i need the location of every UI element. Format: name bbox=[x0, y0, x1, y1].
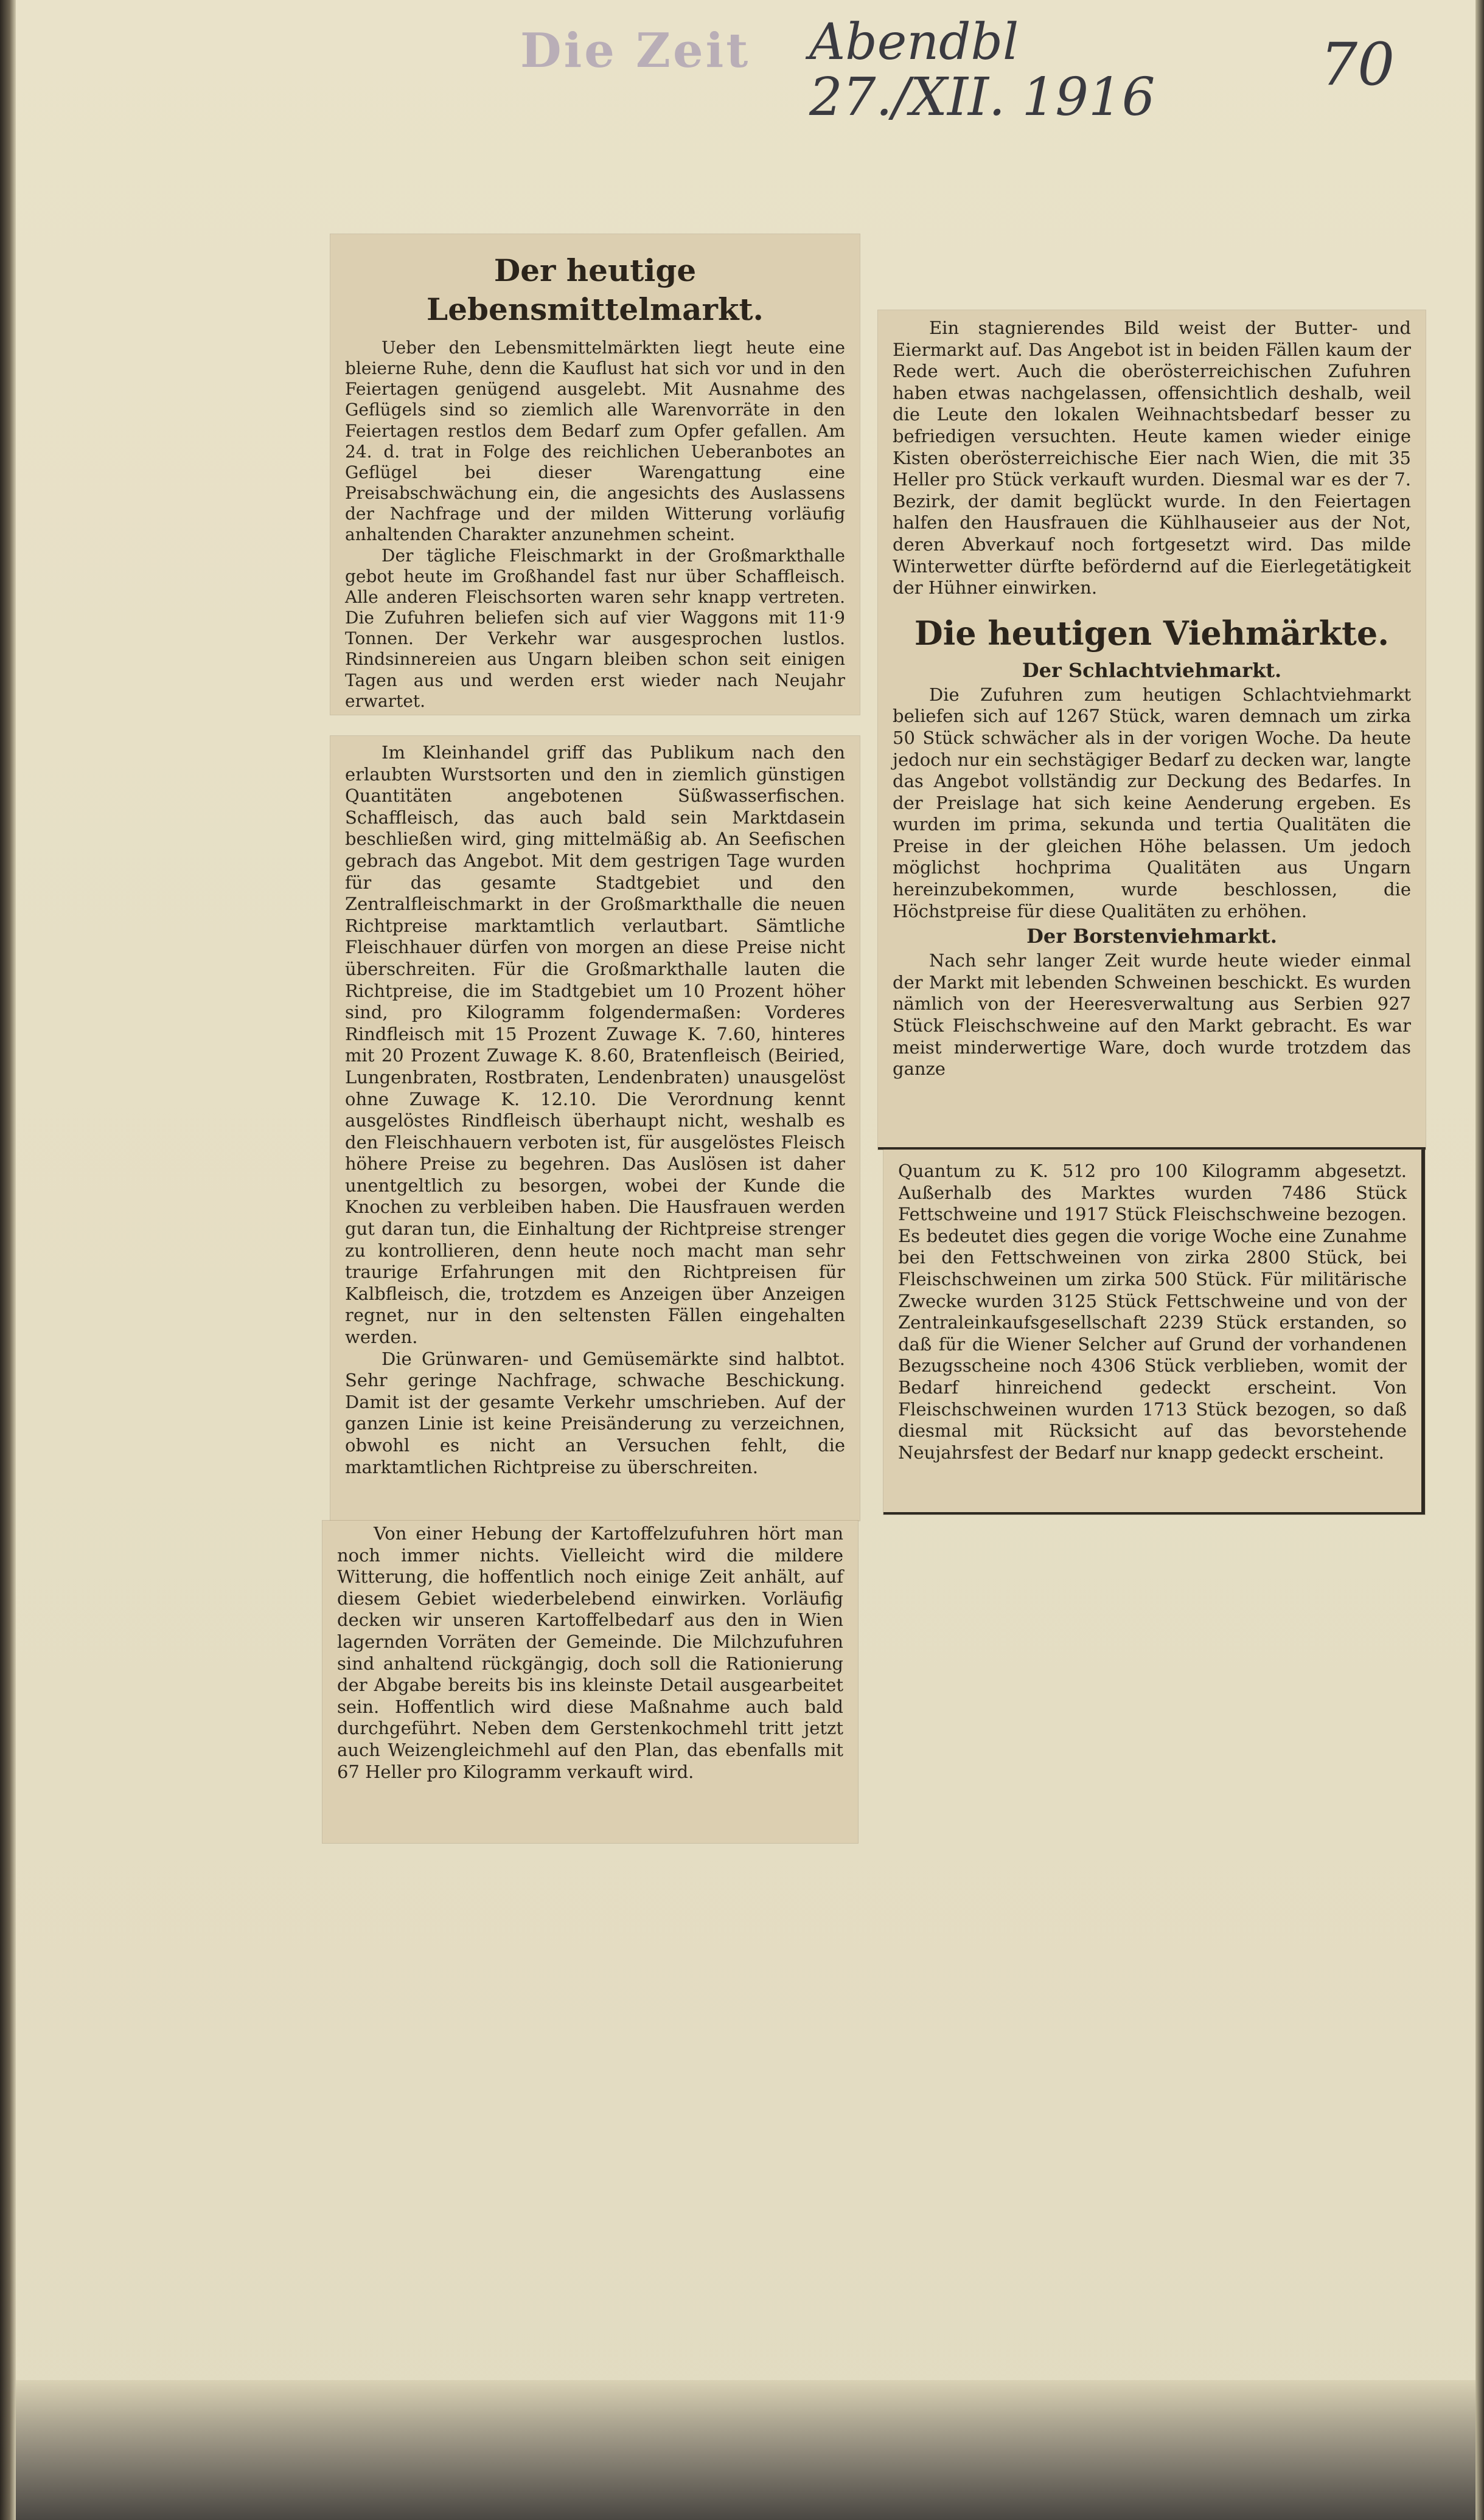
handwritten-edition: Abendbl bbox=[809, 13, 1019, 71]
article1-paragraph: Die Grünwaren- und Gemüsemärkte sind halbtot. Sehr geringe Nachfrage, schwache Beschickung. Damit ist der gesamte Verkehr umschrieben. Auf der ganzen Linie ist keine Preisänderung zu verzeichnen, obwohl es nicht an Versuchen fehlt, die marktamtlichen Richtpreise zu überschreiten. bbox=[345, 1348, 845, 1477]
article1-paragraph: Ueber den Lebensmittelmärkten liegt heute eine bleierne Ruhe, denn die Kauflust hat sich vor und in den Feiertagen genügend ausgelebt. Mit Ausnahme des Geflügels sind so ziemlich alle Warenvorräte in den Feiertagen restlos dem Bedarf zum Opfer gefallen. Am 24. d. trat in Folge des reichlichen Ueberanbotes an Geflügel bei dieser Warengattung eine Preisabschwächung ein, die angesichts des Auslassens der Nachfrage und der milden Witterung vorläufig anhaltenden Charakter anzunehmen scheint. bbox=[345, 338, 845, 545]
handwritten-date: 27./XII. 1916 bbox=[809, 67, 1155, 128]
article1-title: Der heutige Lebensmittelmarkt. bbox=[427, 252, 764, 327]
sheet-right-edge bbox=[1475, 0, 1484, 2520]
clipping-article2-continued bbox=[883, 1150, 1425, 1515]
article2-paragraph: Nach sehr langer Zeit wurde heute wieder einmal der Markt mit lebenden Schweinen beschickt. Es wurden nämlich von der Heeresverwaltung aus Serbien 927 Stück Fleischschweine auf den Markt gebracht. Es war meist minderwertige Ware, doch wurde trotzdem das ganze bbox=[893, 950, 1411, 1080]
sheet-bottom-shadow bbox=[16, 2380, 1475, 2520]
clipping-article2-top bbox=[878, 310, 1426, 1150]
article2-intro: Ein stagnierendes Bild weist der Butter- und Eiermarkt auf. Das Angebot ist in beiden Fällen kaum der Rede wert. Auch die oberösterreichischen Zufuhren haben etwas nachgelassen, offensichtlich deshalb, weil die Leute den lokalen Weihnachtsbedarf besser zu befriedigen versuchten. Heute kamen wieder einige Kisten oberösterreichische Eier nach Wien, die mit 35 Heller pro Stück verkauft wurden. Diesmal war es der 7. Bezirk, der damit beglückt wurde. In den Feiertagen halfen den Hausfrauen die Kühlhauseier aus der Not, deren Abverkauf noch fortgesetzt wird. Das milde Winterwetter dürfte befördernd auf die Eierlegetätigkeit der Hühner einwirken. bbox=[893, 318, 1411, 599]
article2-paragraph: Quantum zu K. 512 pro 100 Kilogramm abgesetzt. Außerhalb des Marktes wurden 7486 Stück Fettschweine und 1917 Stück Fleischschweine bezogen. Es bedeutet dies gegen die vorige Woche eine Zunahme bei den Fettschweinen von zirka 2800 Stück, bei Fleischschweinen um zirka 500 Stück. Für militärische Zwecke wurden 3125 Stück Fettschweine und von der Zentraleinkaufsgesellschaft 2239 Stück erstanden, so daß für die Wiener Selcher auf Grund der vorhandenen Bezugsscheine noch 4306 Stück verblieben, womit der Bedarf hinreichend gedeckt erscheint. Von Fleischschweinen wurden 1713 Stück bezogen, so daß diesmal mit Rücksicht auf das bevorstehende Neujahrsfest der Bedarf nur knapp gedeckt erscheint. bbox=[898, 1161, 1407, 1463]
article2-title: Die heutigen Viehmärkte. bbox=[914, 613, 1390, 653]
article2-subtitle-borstenvieh: Der Borstenviehmarkt. bbox=[1026, 925, 1277, 948]
article1-paragraph: Im Kleinhandel griff das Publikum nach den erlaubten Wurstsorten und den in ziemlich günstigen Quantitäten angebotenen Süßwasserfischen. Schaffleisch, das auch bald sein Marktdasein beschließen wird, ging mittelmäßig ab. An Seefischen gebrach das Angebot. Mit dem gestrigen Tage wurden für das gesamte Stadtgebiet und den Zentralfleischmarkt in der Großmarkthalle die neuen Richtpreise marktamtlich verlautbart. Sämtliche Fleischhauer dürfen von morgen an diese Preise nicht überschreiten. Für die Großmarkthalle lauten die Richtpreise, die im Stadtgebiet um 10 Prozent höher sind, pro Kilogramm folgendermaßen: Vorderes Rindfleisch mit 15 Prozent Zuwage K. 7.60, hinteres mit 20 Prozent Zuwage K. 8.60, Bratenfleisch (Beiried, Lungenbraten, Rostbraten, Lendenbraten) unausgelöst ohne Zuwage K. 12.10. Die Verordnung kennt ausgelöstes Rindfleisch überhaupt nicht, weshalb es den Fleischhauern verboten ist, für ausgelöstes Fleisch höhere Preise zu begehren. Das Auslösen ist daher unentgeltlich zu besorgen, wobei der Kunde die Knochen zu verbleiben haben. Die Hausfrauen werden gut daran tun, die Einhaltung der Richtpreise strenger zu kontrollieren, denn heute noch macht man sehr traurige Erfahrungen mit den Richtpreisen für Kalbfleisch, die, trotzdem es Anzeigen über Anzeigen regnet, nur in den seltensten Fällen eingehalten werden. bbox=[345, 742, 845, 1348]
sheet-left-edge bbox=[0, 0, 16, 2520]
article2-subtitle-schlachtvieh: Der Schlachtviehmarkt. bbox=[1022, 658, 1282, 682]
article2-paragraph: Die Zufuhren zum heutigen Schlachtviehmarkt beliefen sich auf 1267 Stück, waren demnach um zirka 50 Stück schwächer als in der vorigen Woche. Da heute jedoch nur ein sechstägiger Bedarf zu decken war, langte das Angebot vollständig zur Deckung des Bedarfes. In der Preislage hat sich keine Aenderung ergeben. Es wurden im prima, sekunda und tertia Qualitäten die Preise in der gleichen Höhe belassen. Um jedoch möglichst hochprima Qualitäten aus Ungarn hereinzubekommen, wurde beschlossen, die Höchstpreise für diese Qualitäten zu erhöhen. bbox=[893, 684, 1411, 922]
article1-paragraph: Der tägliche Fleischmarkt in der Großmarkthalle gebot heute im Großhandel fast nur über Schaffleisch. Alle anderen Fleischsorten waren sehr knapp vertreten. Die Zufuhren beliefen sich auf vier Waggons mit 11·9 Tonnen. Der Verkehr war ausgesprochen lustlos. Rindsinnereien aus Ungarn bleiben schon seit einigen Tagen aus und werden erst wieder nach Neujahr erwartet. bbox=[345, 545, 845, 711]
handwritten-page-number: 70 bbox=[1320, 30, 1395, 99]
newspaper-stamp: Die Zeit bbox=[520, 23, 751, 78]
clipping-article1-top bbox=[330, 234, 860, 715]
clipping-article1-bottom bbox=[322, 1521, 858, 1843]
article1-paragraph: Von einer Hebung der Kartoffelzufuhren hört man noch immer nichts. Vielleicht wird die mildere Witterung, die hoffentlich noch einige Zeit anhält, auf diesem Gebiet wiederbelebend einwirken. Vorläufig decken wir unseren Kartoffelbedarf aus den in Wien lagernden Vorräten der Gemeinde. Die Milchzufuhren sind anhaltend rückgängig, doch soll die Rationierung der Abgabe bereits bis ins kleinste Detail ausgearbeitet sein. Hoffentlich wird diese Maßnahme auch bald durchgeführt. Neben dem Gerstenkochmehl tritt jetzt auch Weizengleichmehl auf den Plan, das ebenfalls mit 67 Heller pro Kilogramm verkauft wird. bbox=[337, 1523, 843, 1782]
clipping-article1-middle bbox=[330, 736, 860, 1521]
